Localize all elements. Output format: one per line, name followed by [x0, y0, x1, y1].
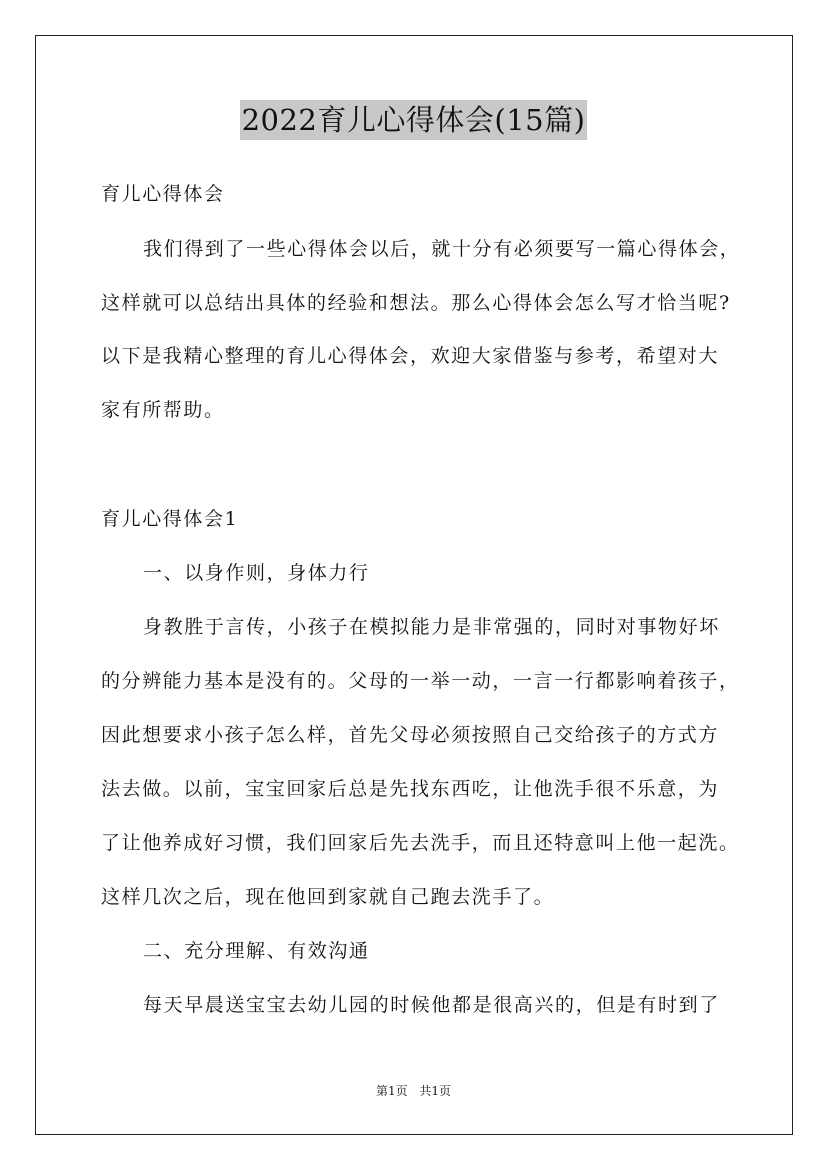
- title-container: [0, 100, 827, 140]
- paragraph-line: 以下是我精心整理的育儿心得体会，欢迎大家借鉴与参考，希望对大: [101, 345, 720, 367]
- paragraph-line: 家有所帮助。: [101, 399, 225, 421]
- page-number-current: 第1页: [375, 1084, 408, 1098]
- paragraph-line: 每天早晨送宝宝去幼儿园的时候他都是很高兴的，但是有时到了: [143, 994, 720, 1016]
- document-title: 2022育儿心得体会(15篇): [240, 100, 588, 140]
- paragraph-line: 身教胜于言传，小孩子在模拟能力是非常强的，同时对事物好坏: [143, 616, 720, 638]
- section-heading: 育儿心得体会: [101, 183, 225, 205]
- subheading: 二、充分理解、有效沟通: [143, 940, 370, 962]
- page-number-total: 共1页: [419, 1084, 452, 1098]
- paragraph-line: 因此想要求小孩子怎么样，首先父母必须按照自己交给孩子的方式方: [101, 724, 720, 746]
- paragraph-line: 了让他养成好习惯，我们回家后先去洗手，而且还特意叫上他一起洗。: [101, 832, 740, 854]
- paragraph-line: 的分辨能力基本是没有的。父母的一举一动，一言一行都影响着孩子，: [101, 670, 740, 692]
- paragraph-line: 这样几次之后，现在他回到家就自己跑去洗手了。: [101, 886, 555, 908]
- subheading: 一、以身作则，身体力行: [143, 562, 370, 584]
- paragraph-line: 法去做。以前，宝宝回家后总是先找东西吃，让他洗手很不乐意，为: [101, 778, 720, 800]
- paragraph-line: 我们得到了一些心得体会以后，就十分有必须要写一篇心得体会，: [143, 238, 741, 260]
- section-heading: 育儿心得体会1: [101, 508, 239, 530]
- page-footer: [0, 1082, 827, 1100]
- paragraph-line: 这样就可以总结出具体的经验和想法。那么心得体会怎么写才恰当呢?: [101, 292, 731, 314]
